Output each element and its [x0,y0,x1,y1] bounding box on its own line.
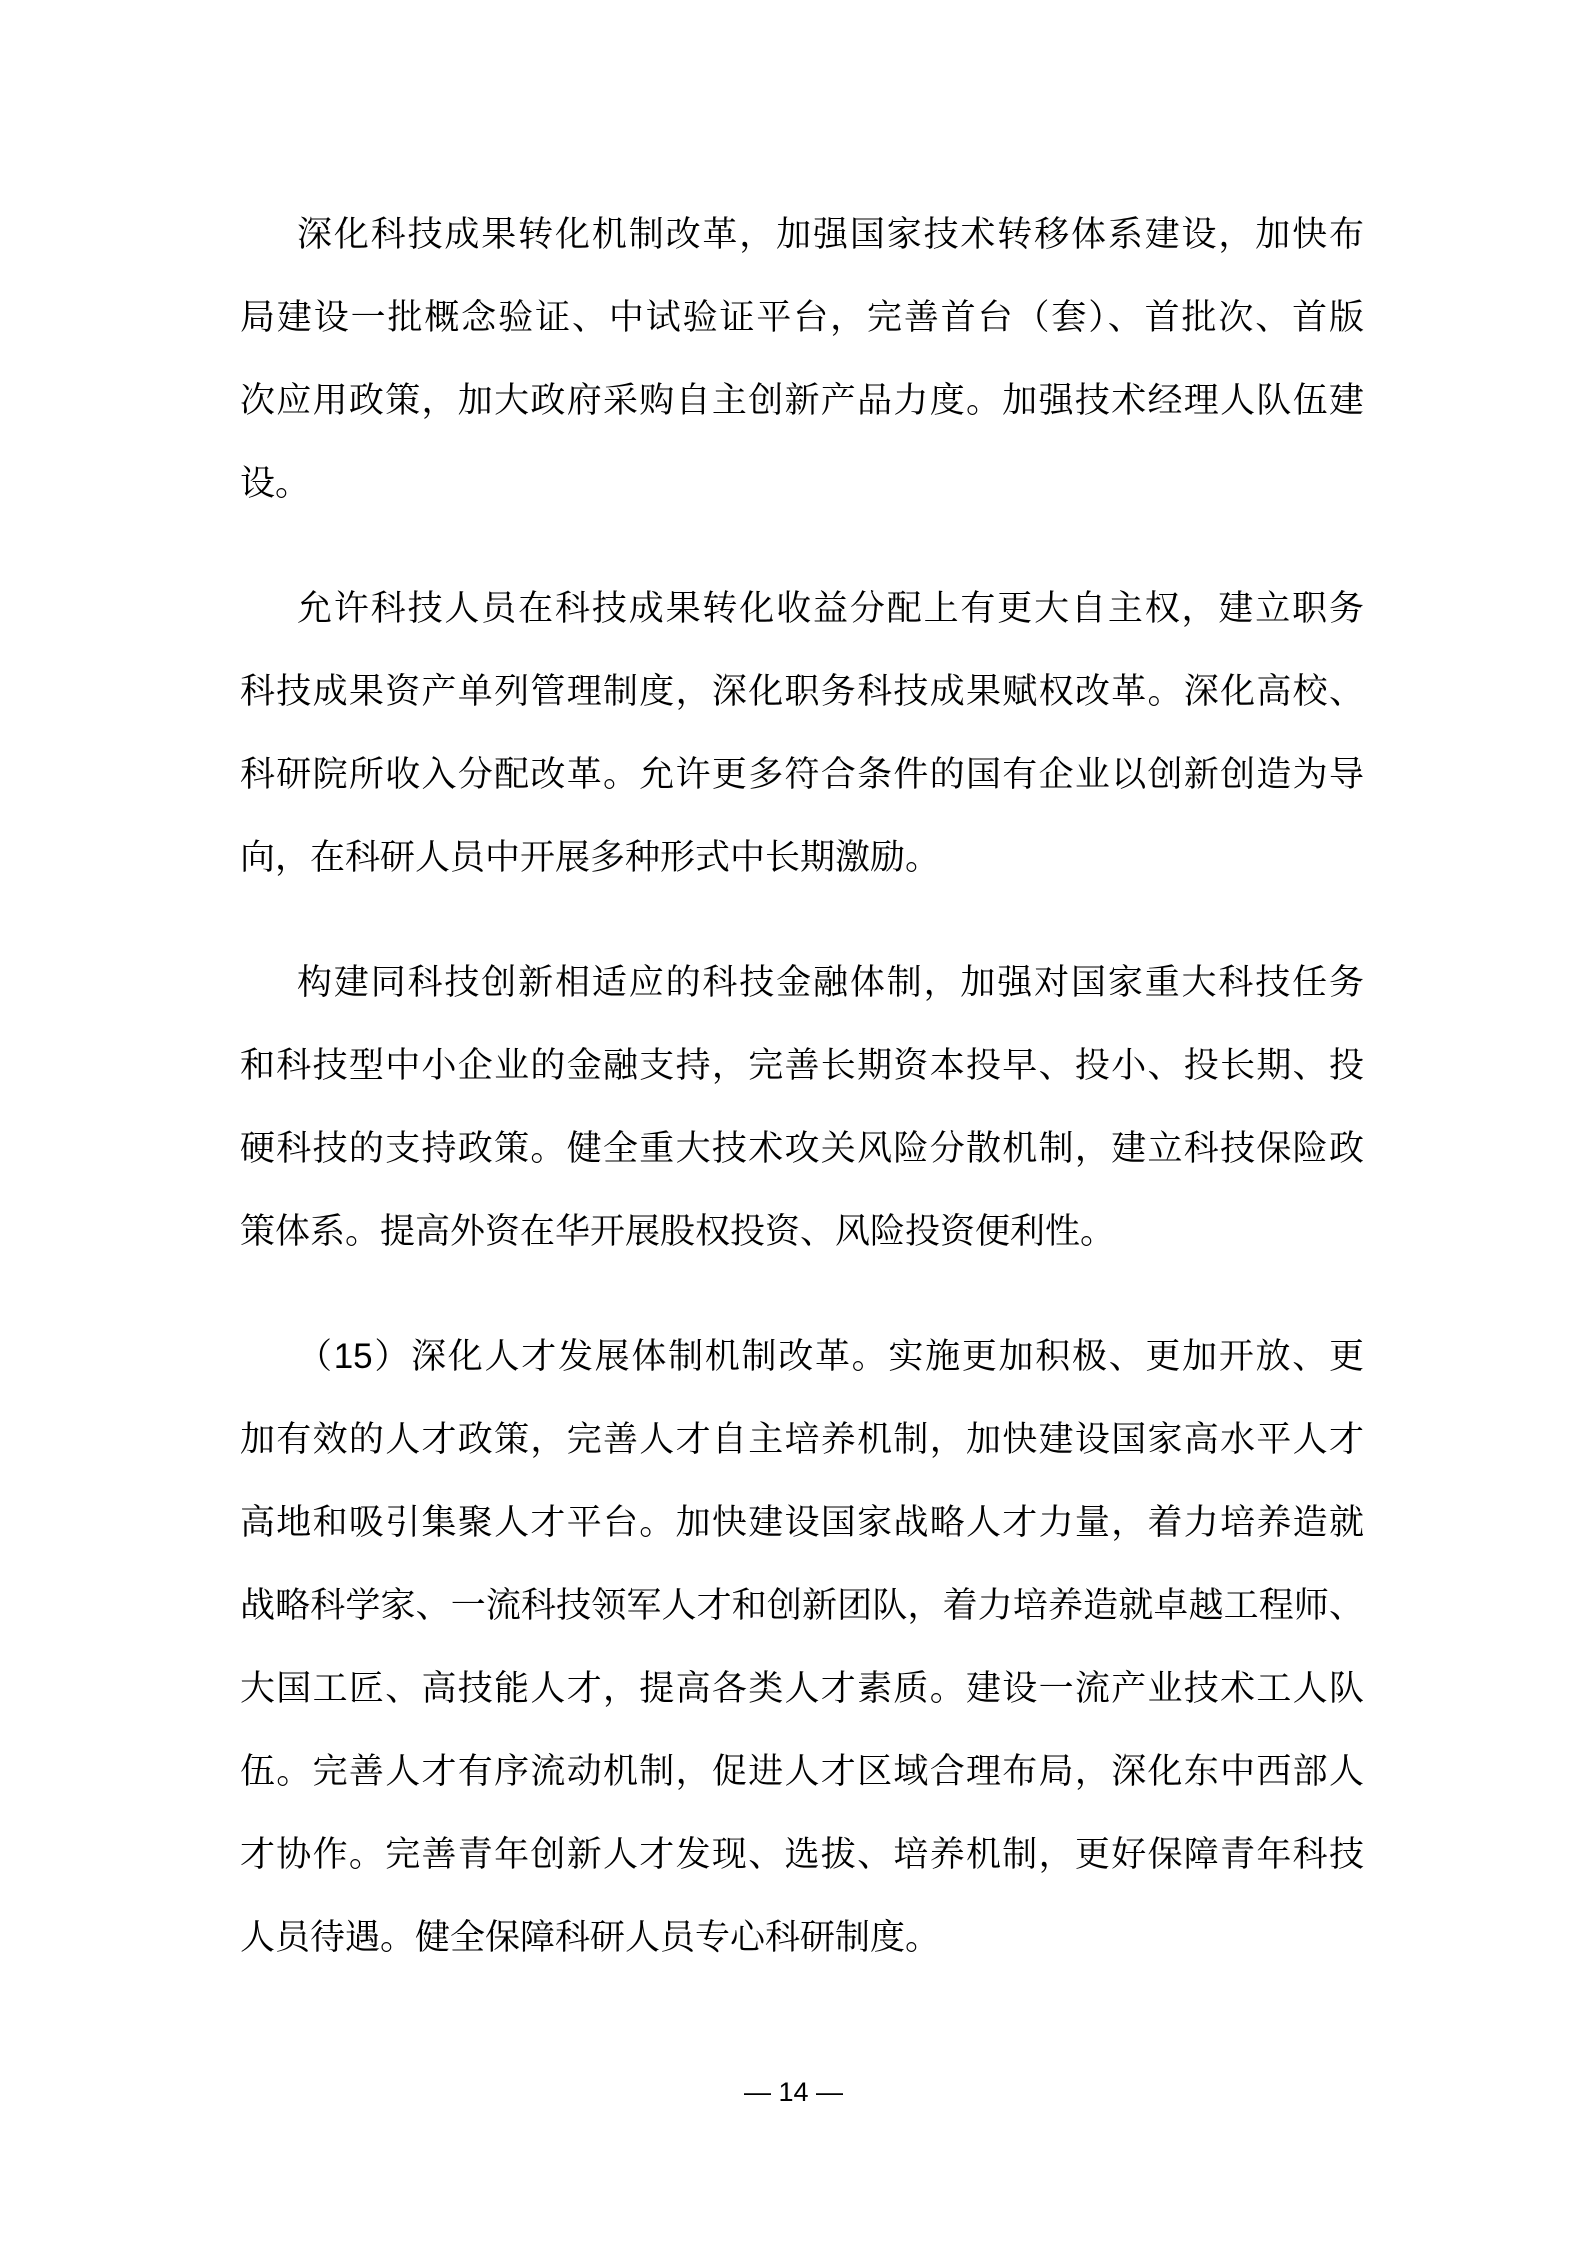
text-line: 硬科技的支持政策。健全重大技术攻关风险分散机制，建立科技保险政 [240,1129,1364,1168]
paragraph [240,1315,1364,1979]
text-line: 局建设一批概念验证、中试验证平台，完善首台（套）、首批次、首版 [240,298,1364,337]
text-line: 次应用政策，加大政府采购自主创新产品力度。加强技术经理人队伍建 [240,381,1364,420]
text-line: 和科技型中小企业的金融支持，完善长期资本投早、投小、投长期、投 [240,1046,1364,1085]
page-number: — 14 — [743,2077,844,2107]
text-line: 才协作。完善青年创新人才发现、选拔、培养机制，更好保障青年科技 [240,1835,1364,1874]
text-line: 伍。完善人才有序流动机制，促进人才区域合理布局，深化东中西部人 [240,1752,1364,1791]
text-line: （15）深化人才发展体制机制改革。实施更加积极、更加开放、更 [297,1337,1364,1376]
text-line: 战略科学家、一流科技领军人才和创新团队，着力培养造就卓越工程师、 [240,1586,1364,1625]
text-line: 构建同科技创新相适应的科技金融体制，加强对国家重大科技任务 [297,963,1364,1002]
text-line: 允许科技人员在科技成果转化收益分配上有更大自主权，建立职务 [297,589,1364,628]
paragraph [240,941,1364,1273]
text-line: 科研院所收入分配改革。允许更多符合条件的国有企业以创新创造为导 [240,755,1364,794]
text-line: 高地和吸引集聚人才平台。加快建设国家战略人才力量，着力培养造就 [240,1503,1364,1542]
text-line: 人员待遇。健全保障科研人员专心科研制度。 [240,1918,941,1957]
document-body [240,193,1364,1979]
text-line: 科技成果资产单列管理制度，深化职务科技成果赋权改革。深化高校、 [240,672,1364,711]
paragraph [240,193,1364,525]
text-line: 向，在科研人员中开展多种形式中长期激励。 [240,838,941,877]
text-line: 大国工匠、高技能人才，提高各类人才素质。建设一流产业技术工人队 [240,1669,1364,1708]
text-line: 设。 [240,464,311,503]
text-line: 策体系。提高外资在华开展股权投资、风险投资便利性。 [240,1212,1116,1251]
text-line: 深化科技成果转化机制改革，加强国家技术转移体系建设，加快布 [297,215,1364,254]
text-line: 加有效的人才政策，完善人才自主培养机制，加快建设国家高水平人才 [240,1420,1364,1459]
paragraph [240,567,1364,899]
